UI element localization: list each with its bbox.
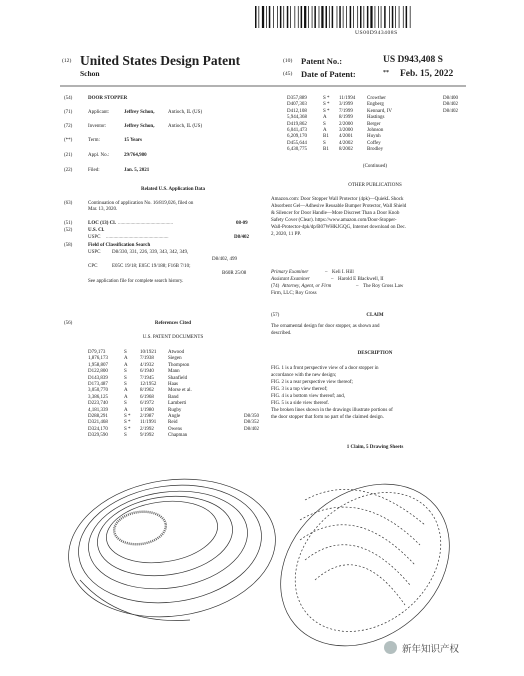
ref-kind: S * bbox=[323, 108, 330, 114]
ref-number: 5,944,368 bbox=[287, 115, 307, 121]
barcode-bar bbox=[262, 6, 264, 28]
claim-title: CLAIM bbox=[366, 313, 384, 318]
ref-date: 3/2000 bbox=[339, 128, 353, 133]
ref-kind: B1 bbox=[323, 134, 329, 140]
barcode-bar bbox=[403, 6, 404, 28]
refs-continued: (Continued) bbox=[362, 164, 388, 169]
barcode-bar bbox=[329, 6, 330, 28]
ref-class: D8/402 bbox=[443, 108, 458, 114]
ref-name: Lamberti bbox=[168, 401, 187, 407]
ref-name: Morse et al. bbox=[168, 388, 192, 394]
ref-name: Berger bbox=[367, 121, 381, 127]
ref-kind: S bbox=[323, 140, 326, 146]
ref-number: D143,839 bbox=[88, 375, 108, 381]
field-54-code: (54) bbox=[64, 96, 73, 101]
patent-no-code: (10) bbox=[283, 58, 293, 64]
barcode-bar bbox=[321, 6, 323, 28]
claims-summary: 1 Claim, 5 Drawing Sheets bbox=[346, 445, 404, 450]
ref-kind: S * bbox=[323, 96, 330, 101]
ref-date: 7/1938 bbox=[140, 356, 154, 362]
ref-class: D8/350 bbox=[244, 414, 259, 419]
ref-kind: S * bbox=[124, 414, 131, 419]
field-22-code: (22) bbox=[64, 168, 73, 173]
barcode-bar bbox=[287, 6, 289, 28]
ref-date: 7/1999 bbox=[339, 108, 353, 114]
attorney-label: Attorney, Agent, or Firm bbox=[282, 284, 332, 289]
ref-name: Coffey bbox=[367, 140, 381, 146]
ref-number: D324,170 bbox=[88, 426, 108, 432]
ref-date: 9/1992 bbox=[140, 433, 154, 439]
ref-date: 12/1952 bbox=[140, 382, 157, 387]
barcode-bar bbox=[326, 6, 328, 28]
field-63-code: (63) bbox=[64, 201, 73, 206]
related-data-title: Related U.S. Application Data bbox=[140, 187, 206, 192]
inventor-header: Schon bbox=[80, 69, 100, 78]
barcode-bar bbox=[255, 6, 257, 28]
ref-number: D173,487 bbox=[88, 382, 108, 387]
ref-date: 4/2001 bbox=[339, 134, 353, 140]
ref-name: Chapman bbox=[168, 433, 188, 439]
ref-number: D407,303 bbox=[287, 102, 307, 108]
ref-kind: S * bbox=[323, 102, 330, 108]
ref-number: D79,173 bbox=[88, 350, 106, 355]
ref-date: 2/1987 bbox=[140, 414, 154, 419]
date-code: (45) bbox=[283, 71, 293, 77]
assistant-examiner-label: Assistant Examiner bbox=[271, 277, 310, 282]
barcode-bar bbox=[360, 6, 362, 28]
barcode-bar bbox=[319, 6, 320, 28]
search-cpc-line1: E05C 19/18; E05C 19/188; F16B 7/10; bbox=[112, 264, 191, 269]
barcode-bar bbox=[304, 6, 306, 28]
ref-date: 1/1980 bbox=[140, 407, 154, 413]
ref-name: Angle bbox=[168, 414, 181, 419]
appl-no-value: 29/764,980 bbox=[124, 153, 147, 158]
other-pub-line: & Silencer for Door Handle—More Discreet Than a Door Knob bbox=[271, 211, 400, 216]
ref-name: Crowther bbox=[367, 96, 386, 101]
attorney-line1: The Roy Gross Law bbox=[363, 284, 404, 289]
date-stars: ** bbox=[383, 70, 389, 76]
applicant-label: Applicant: bbox=[88, 110, 110, 115]
ref-kind: S bbox=[124, 401, 127, 407]
barcode-bar bbox=[298, 6, 299, 28]
ref-kind: A bbox=[323, 115, 327, 121]
ref-name: Siegen bbox=[168, 356, 182, 362]
claim-line1: The ornamental design for door stopper, as shown and bbox=[271, 324, 380, 329]
patent-number: US D943,408 S bbox=[383, 55, 443, 65]
ref-name: Atwood bbox=[168, 350, 185, 355]
ref-kind: A bbox=[124, 394, 128, 400]
ref-number: 6,041,473 bbox=[287, 128, 307, 133]
ref-kind: S bbox=[124, 433, 127, 439]
ref-kind: A bbox=[124, 356, 128, 362]
barcode-bar bbox=[381, 6, 382, 28]
description-line: FIG. 2 is a rear perspective view thereof; bbox=[271, 380, 353, 385]
barcode-bar bbox=[301, 6, 303, 28]
filed-label: Filed: bbox=[88, 168, 100, 173]
design-title: DOOR STOPPER bbox=[88, 96, 128, 101]
search-cpc-label: CPC bbox=[88, 264, 98, 269]
barcode-bar bbox=[357, 6, 358, 28]
field-21-code: (21) bbox=[64, 153, 73, 158]
loc-value: 08-09 bbox=[236, 221, 248, 226]
ref-class: D8/352 bbox=[244, 420, 259, 426]
ref-date: 6/1968 bbox=[140, 394, 154, 400]
barcode-bar bbox=[277, 6, 278, 28]
ref-number: D321,468 bbox=[88, 420, 108, 426]
description-line: accordance with the new design; bbox=[271, 373, 337, 378]
date-of-patent: Feb. 15, 2022 bbox=[400, 69, 454, 79]
ref-class: D8/400 bbox=[443, 96, 458, 101]
ref-name: Huynh bbox=[367, 134, 381, 140]
country-code: (12) bbox=[62, 58, 72, 64]
other-pub-line: Safety Cover (Clear). https://www.amazon.com/Door-Stopper- bbox=[271, 218, 397, 223]
search-uspc-line2: D8/402, 499 bbox=[212, 257, 237, 262]
barcode-bar bbox=[314, 6, 316, 28]
ref-kind: A bbox=[323, 128, 327, 133]
description-line: FIG. 4 is a bottom view thereof; and, bbox=[271, 394, 346, 399]
uspc-leader: .................................................. bbox=[106, 235, 169, 240]
search-uspc-line1: D8/330, 331, 226, 339, 343, 342, 349, bbox=[112, 250, 189, 255]
barcode-bar bbox=[273, 6, 274, 28]
search-uspc-label: USPC bbox=[88, 250, 101, 255]
barcode-bar bbox=[410, 6, 411, 28]
ref-number: D223,740 bbox=[88, 401, 108, 407]
ref-date: 4/1932 bbox=[140, 362, 154, 368]
ref-date: 2/2000 bbox=[339, 121, 353, 127]
barcode-bar bbox=[266, 6, 267, 28]
ref-class: D8/402 bbox=[244, 426, 259, 432]
barcode-bar bbox=[392, 6, 394, 28]
continuation-line2: Mar. 13, 2020. bbox=[88, 207, 118, 212]
continuation-line1: Continuation of application No. 16/819,026, filed on bbox=[88, 201, 194, 206]
barcode-bar bbox=[337, 6, 338, 28]
ref-number: 1,958,807 bbox=[88, 362, 108, 368]
attorney-sep: – bbox=[356, 284, 359, 289]
barcode-bar bbox=[367, 6, 369, 28]
ref-date: 7/1945 bbox=[140, 375, 154, 381]
barcode-bar bbox=[332, 6, 334, 28]
ref-date: 6/1972 bbox=[140, 401, 154, 407]
ref-kind: S bbox=[124, 369, 127, 375]
barcode-bar bbox=[294, 6, 295, 28]
term-code: (**) bbox=[64, 138, 73, 143]
description-line: the door stopper that form no part of the claimed design. bbox=[271, 415, 384, 420]
ref-number: D122,800 bbox=[88, 369, 108, 375]
ref-date: 8/2002 bbox=[339, 147, 353, 153]
fig-door-stopper-left bbox=[60, 466, 285, 630]
description-line: FIG. 5 is a side view thereof. bbox=[271, 401, 330, 406]
ref-name: Mann bbox=[168, 369, 180, 375]
loc-label: LOC (13) Cl. bbox=[88, 221, 116, 226]
ref-date: 11/1994 bbox=[339, 96, 356, 101]
ref-date: 8/1999 bbox=[339, 115, 353, 121]
ref-class: D8/402 bbox=[443, 102, 458, 108]
ref-number: D329,590 bbox=[88, 433, 108, 439]
barcode-bar bbox=[353, 6, 354, 28]
ref-name: Thompson bbox=[168, 362, 190, 368]
ref-kind: S bbox=[124, 350, 127, 355]
appl-no-label: Appl. No.: bbox=[88, 153, 110, 158]
ref-kind: B1 bbox=[323, 147, 329, 153]
ref-date: 3/1999 bbox=[339, 102, 353, 108]
barcode-bar bbox=[283, 6, 284, 28]
ref-kind: S * bbox=[124, 420, 131, 426]
other-pubs-title: OTHER PUBLICATIONS bbox=[348, 183, 402, 188]
ref-name: Hastings bbox=[367, 115, 385, 121]
ref-number: D455,644 bbox=[287, 140, 307, 146]
ref-name: Brodley bbox=[367, 147, 384, 153]
patent-title: United States Design Patent bbox=[80, 53, 241, 68]
term-value: 15 Years bbox=[124, 138, 143, 143]
barcode-bar bbox=[269, 6, 271, 28]
ref-number: D419,862 bbox=[287, 121, 307, 127]
patent-no-label: Patent No.: bbox=[301, 56, 343, 66]
barcode-bar bbox=[378, 6, 379, 28]
ref-date: 2/1992 bbox=[140, 426, 154, 432]
ref-number: 4,181,339 bbox=[88, 407, 108, 413]
other-pub-line: Absorbent Gel—Adhesive Reusable Bumper Protector, Wall Shield bbox=[271, 204, 407, 209]
search-history-note: See application file for complete search history. bbox=[88, 279, 184, 284]
barcode-bar bbox=[363, 6, 364, 28]
ref-kind: S * bbox=[124, 426, 131, 432]
field-52-code: (52) bbox=[64, 228, 73, 233]
ref-name: Rugby bbox=[168, 407, 182, 413]
field-72-code: (72) bbox=[64, 124, 73, 129]
ref-date: 8/1962 bbox=[140, 388, 154, 394]
ref-number: 6,209,170 bbox=[287, 134, 307, 140]
assistant-examiner-name: Harold E Blackwell, II bbox=[338, 277, 384, 282]
barcode-bar bbox=[339, 6, 341, 28]
barcode-bar bbox=[370, 6, 372, 28]
barcode-bar bbox=[375, 6, 376, 28]
filed-value: Jan. 5, 2021 bbox=[124, 168, 150, 173]
barcode-number: US00D943408S bbox=[355, 30, 398, 36]
inventor-name: Jeffrey Schon, bbox=[124, 124, 155, 129]
ref-number: 3,386,125 bbox=[88, 394, 108, 400]
watermark-text: 新年知识产权 bbox=[402, 644, 460, 655]
inventor-place: Antioch, IL (US) bbox=[168, 124, 203, 129]
claim-line2: described. bbox=[271, 331, 292, 336]
ref-name: Kennard, IV bbox=[367, 108, 392, 114]
search-cpc-line2: B60R 25/08 bbox=[222, 271, 247, 276]
barcode-bar bbox=[384, 6, 386, 28]
barcode-bar bbox=[280, 6, 282, 28]
barcode-bar bbox=[350, 6, 352, 28]
ref-number: D412,108 bbox=[287, 108, 307, 114]
description-line: The broken lines shown in the drawings illustrate portions of bbox=[271, 408, 393, 413]
barcode-bar bbox=[346, 6, 347, 28]
other-pub-line: Amazon.com: Door Stopper Wall Protector (4pk)—QuiekL Shock bbox=[271, 197, 404, 202]
references-cited-title: References Cited bbox=[154, 321, 192, 326]
ref-name: Shanfield bbox=[168, 375, 188, 381]
barcode-bar bbox=[258, 6, 259, 28]
primary-examiner-sep: – bbox=[325, 270, 328, 275]
barcode-bar bbox=[406, 6, 408, 28]
applicant-name: Jeffrey Schon, bbox=[124, 110, 155, 115]
ref-kind: A bbox=[124, 362, 128, 368]
ref-number: 1,876,173 bbox=[88, 356, 108, 362]
barcode-bar bbox=[312, 6, 313, 28]
other-pub-line: Wall-Protector-4pk/dp/B07WHKJGQG, Internet download on Dec. bbox=[271, 225, 407, 230]
wechat-icon bbox=[384, 641, 397, 654]
ref-date: 11/1991 bbox=[140, 420, 157, 426]
uspc-sublabel: USPC bbox=[88, 235, 101, 240]
ref-kind: S bbox=[323, 121, 326, 127]
uspc-value: D8/402 bbox=[234, 235, 249, 240]
barcode-bar bbox=[343, 6, 344, 28]
field-71-code: (71) bbox=[64, 110, 73, 115]
date-label: Date of Patent: bbox=[301, 69, 356, 79]
ref-number: D357,889 bbox=[287, 96, 307, 101]
term-label: Term: bbox=[88, 138, 100, 143]
primary-examiner-name: Keli I. Hill bbox=[332, 270, 354, 275]
field-search-label: Field of Classification Search bbox=[88, 243, 151, 248]
ref-name: Engberg bbox=[367, 102, 384, 108]
applicant-place: Antioch, IL (US) bbox=[168, 110, 203, 115]
barcode-bar bbox=[308, 6, 309, 28]
ref-name: Reid bbox=[168, 420, 178, 426]
ref-number: D288,291 bbox=[88, 414, 108, 419]
claim-code: (57) bbox=[271, 313, 280, 318]
ref-date: 4/2002 bbox=[339, 140, 353, 146]
ref-kind: A bbox=[124, 407, 128, 413]
ref-kind: S bbox=[124, 375, 127, 381]
ref-date: 6/1940 bbox=[140, 369, 154, 375]
barcode-bar bbox=[389, 6, 390, 28]
attorney-code: (74) bbox=[271, 284, 280, 289]
field-56-code: (56) bbox=[64, 321, 73, 326]
barcode-bar bbox=[395, 6, 396, 28]
ref-name: Johnson bbox=[367, 128, 384, 133]
description-title: DESCRIPTION bbox=[357, 351, 393, 356]
assistant-examiner-sep: – bbox=[331, 277, 334, 282]
inventor-label: Inventor: bbox=[88, 124, 107, 129]
ref-name: Haas bbox=[168, 382, 178, 387]
ref-name: Band bbox=[168, 394, 179, 400]
ref-number: 3,050,770 bbox=[88, 388, 108, 394]
field-51-code: (51) bbox=[64, 221, 73, 226]
other-pub-line: 2, 2020, 11 PP. bbox=[271, 232, 301, 237]
barcode-bar bbox=[290, 6, 291, 28]
ref-number: 6,430,775 bbox=[287, 147, 307, 153]
barcode-bar bbox=[399, 6, 400, 28]
field-58-code: (58) bbox=[64, 243, 73, 248]
ref-kind: S bbox=[124, 382, 127, 387]
ref-name: Owens bbox=[168, 426, 182, 432]
ref-kind: A bbox=[124, 388, 128, 394]
loc-leader: ............................................ bbox=[118, 221, 173, 226]
description-line: FIG. 1 is a front perspective view of a door stopper in bbox=[271, 366, 379, 371]
barcode bbox=[255, 6, 411, 28]
primary-examiner-label: Primary Examiner bbox=[271, 270, 309, 275]
us-cl-label: U.S. Cl. bbox=[88, 228, 105, 233]
patent-docs-title: U.S. PATENT DOCUMENTS bbox=[142, 335, 204, 340]
description-line: FIG. 3 is a top view thereof; bbox=[271, 387, 328, 392]
ref-date: 10/1921 bbox=[140, 350, 157, 355]
attorney-line2: Firm, LLC; Roy Gross bbox=[271, 291, 317, 296]
